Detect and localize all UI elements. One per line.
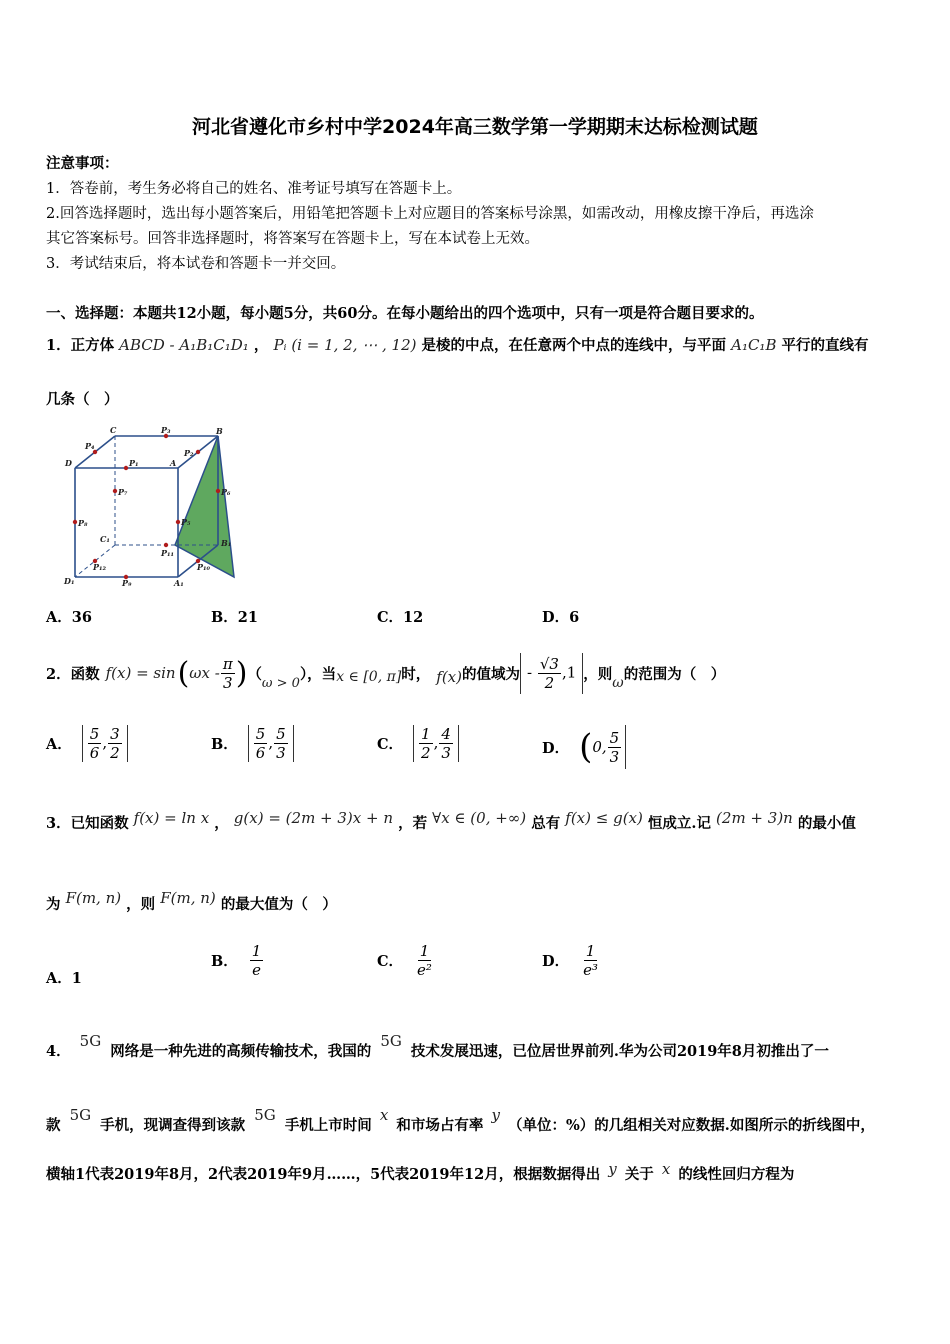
label-C: C: [110, 425, 117, 435]
q3-ineq: f(x) ≤ g(x): [565, 809, 643, 827]
q1-option-a[interactable]: [46, 606, 92, 627]
option-letter: B．: [211, 953, 238, 970]
q2-cond-close: ），当: [299, 665, 337, 683]
q2-range: [520, 653, 583, 694]
q1-option-d[interactable]: [542, 606, 579, 627]
option-interval: $\frac{5}{6}$ , $\frac{5}{3}$: [248, 725, 294, 762]
option-letter: B．: [211, 736, 238, 753]
label-P2: P₂: [184, 448, 194, 458]
label-P4: P₄: [85, 441, 95, 451]
q3-expr: (2m + 3)n: [716, 809, 793, 827]
label-P1: P₁: [129, 458, 139, 468]
frac-num: 3: [110, 725, 120, 743]
q1-comma: ，: [253, 337, 269, 354]
q2-when: 时，: [401, 665, 431, 683]
option-letter: C．: [377, 736, 404, 753]
question-2-stem: [46, 648, 908, 698]
frac-num: 5: [89, 725, 100, 743]
notice-3: 3．考试结束后，将本试卷和答题卡一并交回。: [46, 256, 346, 272]
q2-prefix: 2．函数: [46, 665, 100, 683]
q2-sqrt3-over-2: [538, 655, 561, 692]
option-value: 1: [71, 970, 82, 987]
cube-figure: [60, 425, 250, 590]
question-3-line2: [46, 889, 908, 914]
notice-heading: 注意事项：: [46, 155, 119, 172]
q4-l3-a: 横轴1代表2019年8月，2代表2019年9月……，5代表2019年12月，根据数据得出: [46, 1166, 601, 1183]
q3-l2-tail: 的最大值为（ ）: [220, 896, 337, 913]
q3-l2-pre: 为: [46, 896, 61, 913]
option-letter: D．: [542, 953, 570, 970]
frac-den: 6: [255, 744, 266, 762]
label-P8: P₈: [78, 518, 88, 528]
label-C1: C₁: [100, 534, 110, 544]
q3-then: ，则: [126, 896, 156, 913]
q3-always: 总有: [531, 815, 561, 832]
option-right-bracket: [625, 725, 626, 769]
q2-sqrt3: √3: [539, 654, 559, 673]
q2-cond-open: （: [247, 665, 262, 683]
q2-fx: f(x): [436, 668, 462, 686]
frac-num: 1: [419, 942, 430, 960]
q3-tail: 的最小值: [797, 815, 856, 832]
frac-den: e²: [417, 961, 432, 979]
q3-option-a[interactable]: [46, 967, 82, 988]
q4-5g: 5G: [79, 1032, 102, 1050]
option-zero: 0,: [592, 738, 607, 756]
q2-option-c[interactable]: [377, 725, 459, 762]
notice-2: 2.回答选择题时，选出每小题答案后，用铅笔把答题卡上对应题目的答案标号涂黑，如需改动，用橡皮擦干净后，再选涂: [46, 206, 814, 222]
question-4-line1: [46, 1032, 908, 1061]
option-interval: $\frac{5}{6}$ , $\frac{3}{2}$: [82, 725, 128, 762]
frac-num: 1: [251, 942, 262, 960]
label-B: B: [216, 426, 223, 436]
q3-comma: ，: [214, 815, 229, 832]
question-4-line2: [46, 1106, 908, 1135]
option-letter: C．: [377, 609, 404, 626]
label-D1: D₁: [64, 576, 75, 586]
label-P9: P₉: [122, 578, 132, 588]
q3-f: f(x) = ln x: [133, 809, 210, 827]
option-letter: A．: [46, 609, 72, 626]
q2-func: f(x) = sin: [105, 664, 176, 682]
q4-l2-a: 款: [46, 1117, 61, 1134]
frac-num: 5: [276, 725, 286, 743]
frac-den: 2: [110, 744, 120, 762]
frac-den: 3: [609, 747, 620, 766]
notice-1: 1．答卷前，考生务必将自己的姓名、准考证号填写在答题卡上。: [46, 181, 462, 197]
notice-2-cont: 其它答案标号。回答非选择题时，将答案写在答题卡上，写在本试卷上无效。: [46, 231, 539, 247]
q2-pi-over-3: [221, 655, 235, 692]
q2-neg: -: [527, 663, 533, 681]
q1-plane-expr: A₁C₁B: [731, 336, 777, 354]
q1-tail: 平行的直线有: [781, 337, 869, 354]
option-interval: $\frac{1}{2}$ , $\frac{4}{3}$: [413, 725, 459, 762]
option-letter: A．: [46, 736, 72, 753]
q4-5g: 5G: [380, 1032, 402, 1050]
frac-den: 3: [441, 744, 451, 762]
question-1-line2: 几条（ ）: [46, 391, 119, 408]
q1-cube-expr: ABCD - A₁B₁C₁D₁: [119, 336, 249, 354]
q4-x: x: [379, 1106, 389, 1124]
q4-y: y: [491, 1106, 500, 1124]
q2-option-d[interactable]: [542, 725, 626, 769]
label-P6: P₆: [221, 487, 231, 497]
q4-y: y: [608, 1160, 617, 1178]
frac-num: 5: [609, 728, 620, 747]
section-heading: 一、选择题：本题共12小题，每小题5分，共60分。在每小题给出的四个选项中，只有一项是符合题目要求的。: [46, 305, 764, 322]
question-1-stem: [46, 334, 908, 355]
q4-l3-b: 关于: [624, 1166, 654, 1183]
q2-tail: 的范围为（ ）: [623, 665, 726, 683]
q2-paren-open: (: [177, 655, 190, 691]
option-left-bracket: (: [579, 727, 593, 767]
frac-den: 2: [421, 744, 431, 762]
option-value: 6: [569, 609, 580, 626]
q2-one: ,1: [561, 663, 577, 681]
option-letter: B．: [211, 609, 238, 626]
q2-arg: ωx -: [189, 664, 220, 682]
q2-omega: ω: [612, 675, 624, 691]
question-4-line3: [46, 1160, 908, 1184]
q2-two: 2: [544, 673, 555, 692]
label-D: D: [65, 458, 72, 468]
q1-option-b[interactable]: [211, 606, 258, 627]
page-title: 河北省遵化市乡村中学2024年高三数学第一学期期末达标检测试题: [192, 116, 758, 138]
frac-num: 1: [585, 942, 596, 960]
q3-option-b[interactable]: [211, 942, 264, 979]
q1-mid: 是棱的中点，在任意两个中点的连线中，与平面: [421, 337, 727, 354]
label-P7: P₇: [118, 487, 128, 497]
option-letter: D．: [542, 739, 570, 757]
q3-option-d[interactable]: [542, 942, 601, 979]
label-P11: P₁₁: [161, 548, 175, 558]
q3-F2: F(m, n): [160, 889, 216, 907]
label-P10: P₁₀: [197, 562, 211, 572]
q4-5g: 5G: [69, 1106, 92, 1124]
q4-5g: 5G: [254, 1106, 276, 1124]
q3-option-c[interactable]: [377, 942, 435, 979]
label-P12: P₁₂: [93, 562, 107, 572]
option-letter: D．: [542, 609, 570, 626]
q1-prefix: 1．正方体: [46, 337, 115, 354]
label-B1: B₁: [221, 538, 232, 548]
q4-l2-e: （单位：%）的几组相关对应数据.如图所示的折线图中，: [508, 1117, 875, 1134]
q3-prefix: 3．已知函数: [46, 815, 129, 832]
q4-l2-d: 和市场占有率: [396, 1117, 484, 1134]
q4-number: 4．: [46, 1043, 71, 1060]
q2-option-b[interactable]: [211, 725, 294, 762]
q3-forall: ∀x ∈ (0, +∞): [432, 809, 527, 827]
frac-den: 6: [89, 744, 100, 762]
frac-num: 5: [255, 725, 266, 743]
q4-l2-c: 手机上市时间: [284, 1117, 372, 1134]
label-P5: P₅: [181, 517, 191, 527]
option-letter: A．: [46, 970, 72, 987]
q2-range-text: 的值域为: [462, 665, 520, 683]
q2-pi: π: [222, 654, 233, 673]
option-value: 36: [71, 609, 92, 626]
q1-option-c[interactable]: [377, 606, 423, 627]
q4-x: x: [661, 1160, 671, 1178]
q3-F1: F(m, n): [65, 889, 122, 907]
q3-g: g(x) = (2m + 3)x + n: [233, 809, 394, 827]
q4-l1-b: 技术发展迅速，已位居世界前列.华为公司2019年8月初推出了一: [410, 1043, 829, 1060]
q4-l2-b: 手机，现调查得到该款: [100, 1117, 246, 1134]
q3-holds: 恒成立.记: [647, 815, 711, 832]
frac-den: e³: [583, 961, 598, 979]
q2-domain: x ∈ [0, π]: [336, 669, 402, 685]
frac-den: e: [252, 961, 261, 979]
q2-paren-close: ): [235, 655, 248, 691]
question-3-stem: [46, 809, 908, 833]
frac-num: 4: [441, 725, 451, 743]
q4-l1-a: 网络是一种先进的高频传输技术，我国的: [110, 1043, 372, 1060]
option-value: 21: [237, 609, 258, 626]
label-A: A: [170, 458, 177, 468]
q2-option-a[interactable]: [46, 725, 128, 762]
q4-l3-c: 的线性回归方程为: [678, 1166, 795, 1183]
q2-three: 3: [222, 673, 233, 692]
frac-num: 1: [421, 725, 431, 743]
q2-then: ，则: [583, 665, 613, 683]
q1-points-expr: Pᵢ (i = 1, 2, ⋯ , 12): [273, 336, 417, 354]
q3-if: ，若: [398, 815, 428, 832]
frac-den: 3: [276, 744, 286, 762]
option-letter: C．: [377, 953, 404, 970]
label-P3: P₃: [161, 425, 171, 435]
option-value: 12: [403, 609, 424, 626]
q2-cond: ω > 0: [261, 675, 300, 691]
label-A1: A₁: [174, 578, 184, 588]
